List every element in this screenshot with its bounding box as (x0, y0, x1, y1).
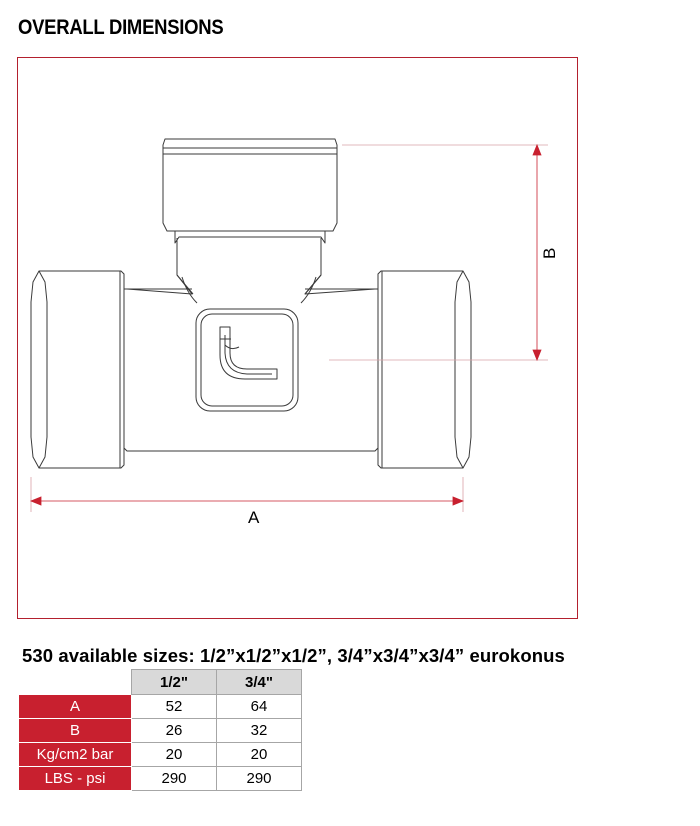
tee-fitting-drawing (17, 57, 578, 619)
table-header-row (19, 670, 302, 695)
table-row (19, 695, 302, 719)
available-sizes-text: 530 available sizes: 1/2”x1/2”x1/2”, 3/4”x3/4”x3/4” eurokonus (22, 645, 565, 666)
table-row (19, 743, 302, 767)
table-cell: 20 (217, 743, 302, 767)
column-header: 3/4" (217, 670, 302, 695)
table-row (19, 767, 302, 791)
top-cap (163, 139, 337, 231)
dimension-label-b: B (540, 247, 559, 259)
row-label: A (19, 695, 132, 719)
column-header: 1/2" (132, 670, 217, 695)
right-ring (378, 271, 471, 468)
tee-body (124, 238, 378, 451)
table-row (19, 719, 302, 743)
left-ring (31, 271, 124, 468)
table-cell: 290 (217, 767, 302, 791)
logo-boss (196, 309, 298, 411)
dimension-label-a: A (248, 508, 260, 527)
table-cell: 20 (132, 743, 217, 767)
logo-mark (220, 327, 277, 379)
table-cell: 64 (217, 695, 302, 719)
row-label: B (19, 719, 132, 743)
table-cell: 32 (217, 719, 302, 743)
table-corner-cell (19, 670, 132, 695)
page-title: OVERALL DIMENSIONS (18, 16, 224, 39)
top-neck (175, 231, 325, 243)
table-cell: 52 (132, 695, 217, 719)
row-label: LBS - psi (19, 767, 132, 791)
row-label: Kg/cm2 bar (19, 743, 132, 767)
table-cell: 26 (132, 719, 217, 743)
dimensions-table (18, 669, 302, 791)
table-cell: 290 (132, 767, 217, 791)
